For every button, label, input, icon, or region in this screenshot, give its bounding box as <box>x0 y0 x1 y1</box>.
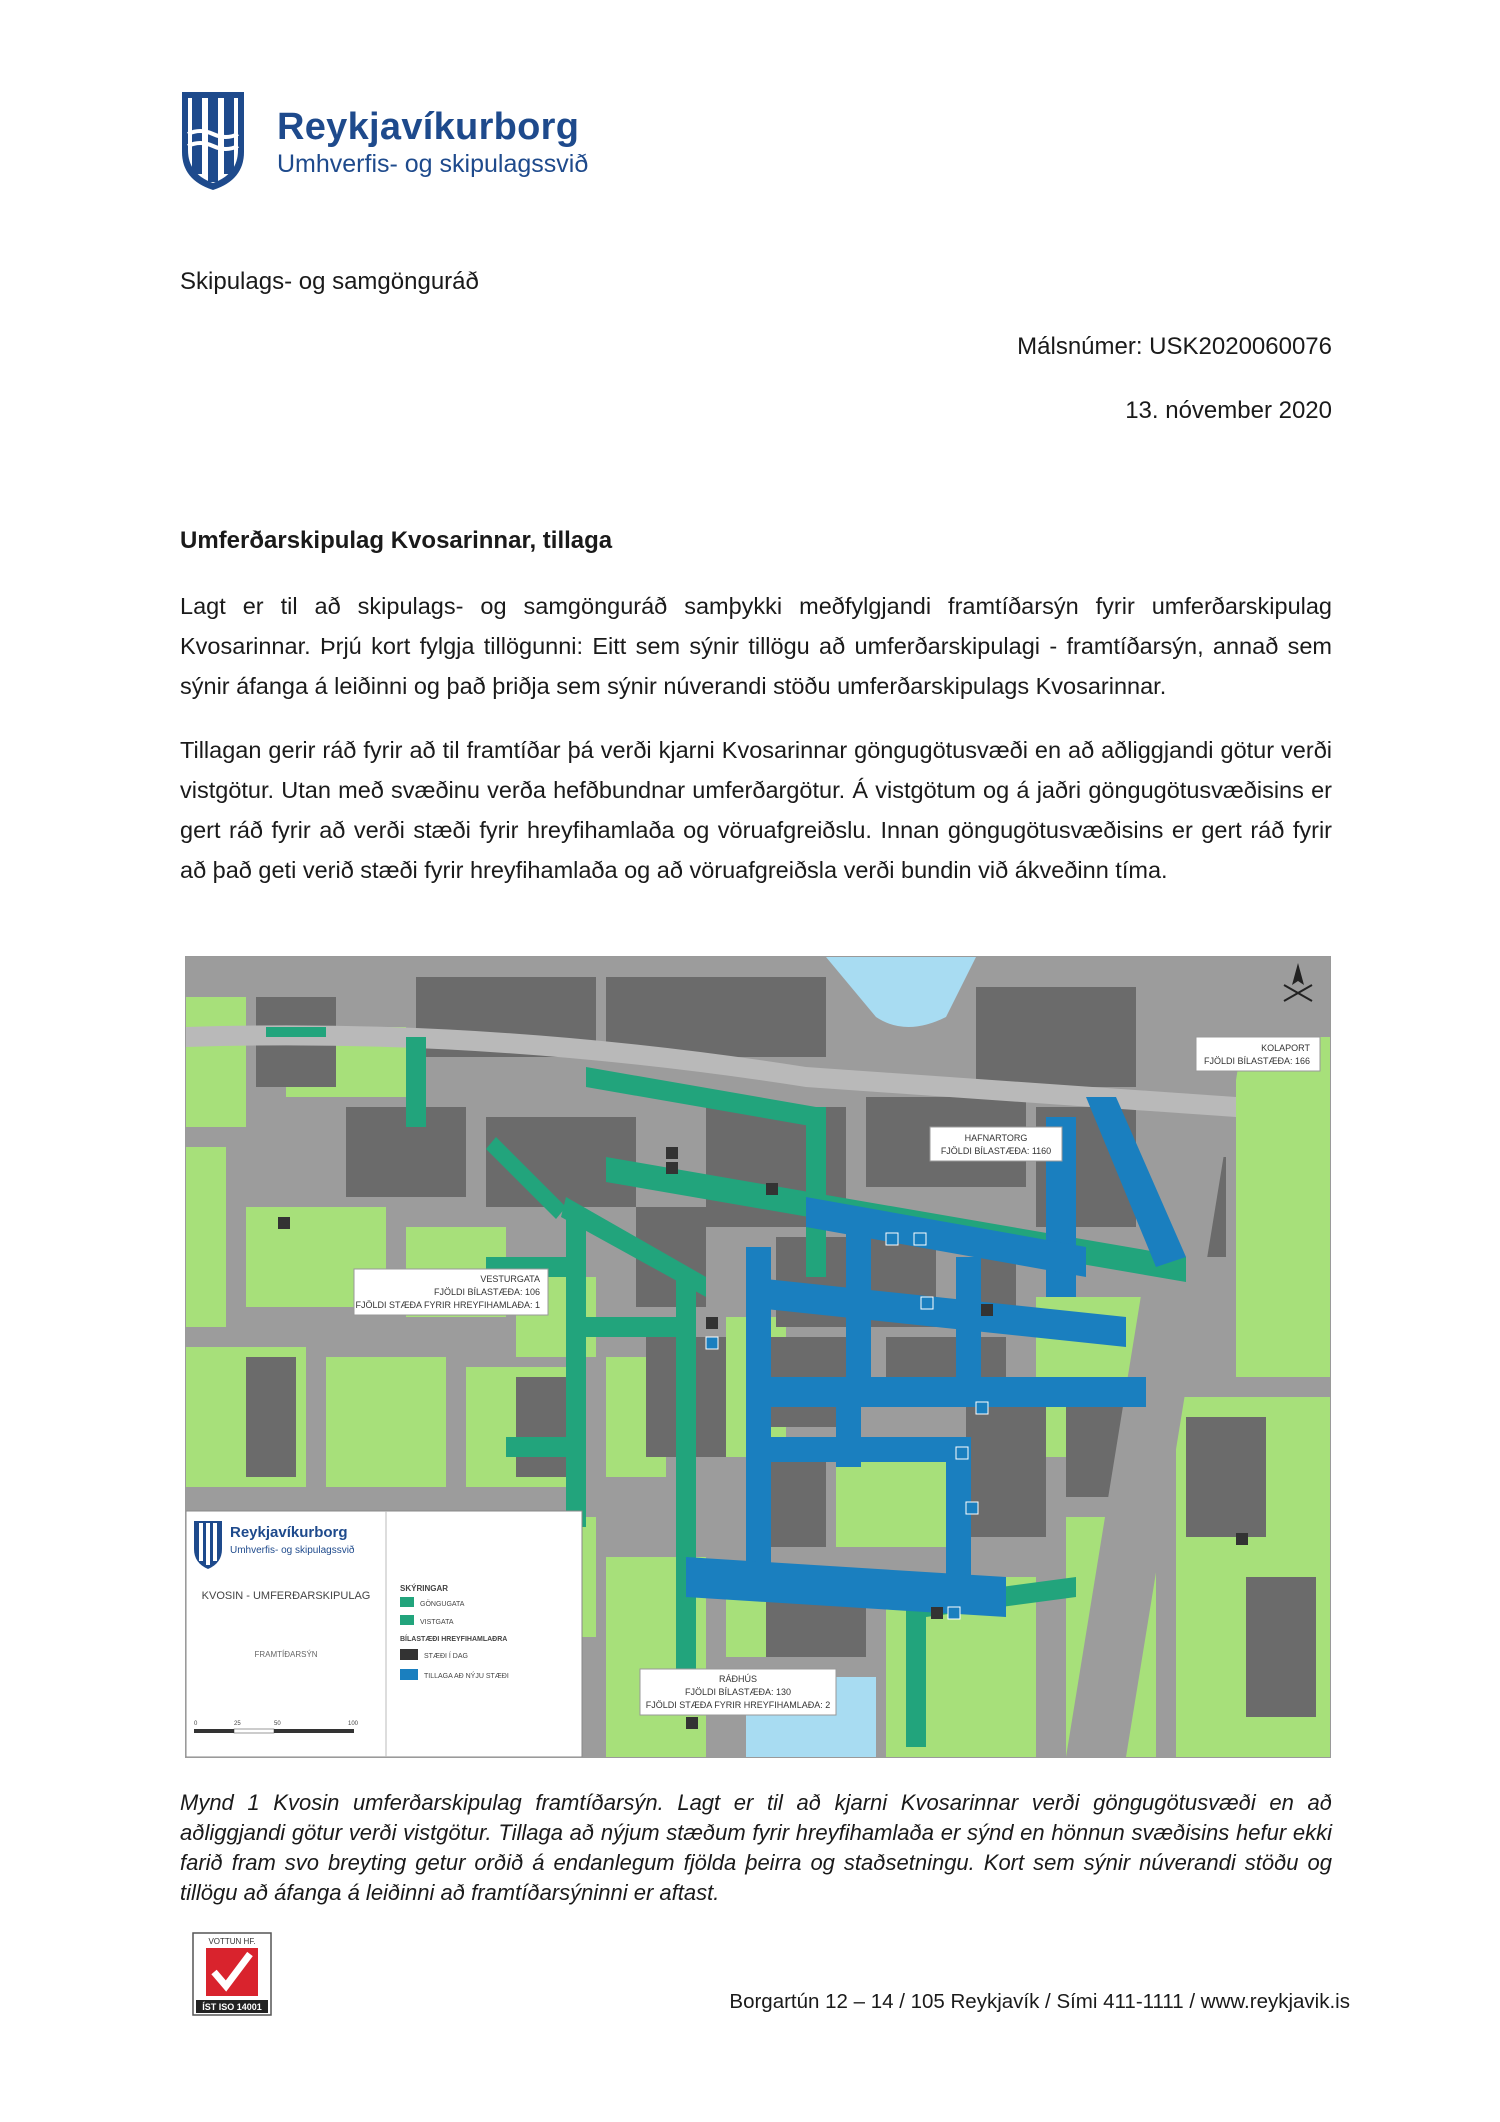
radhus-count: FJÖLDI BÍLASTÆÐA: 130 <box>684 1687 792 1697</box>
recipient: Skipulags- og samgönguráð <box>180 268 479 295</box>
radhus-name: RÁÐHÚS <box>718 1674 758 1684</box>
legend-swatch-pedestrian <box>400 1597 414 1607</box>
legend-item-living-street: VISTGATA <box>420 1619 454 1626</box>
legend-item-pedestrian: GÖNGUGATA <box>420 1601 465 1608</box>
legend-item-existing: STÆÐI Í DAG <box>424 1653 468 1660</box>
legend-swatch-proposed <box>400 1669 418 1680</box>
legend-section-parking: BÍLASTÆÐI HREYFIHAMLAÐRA <box>400 1636 508 1643</box>
vesturgata-count: FJÖLDI BÍLASTÆÐA: 106 <box>433 1287 540 1297</box>
iso-cert-bottom: ÍST ISO 14001 <box>202 2002 262 2012</box>
iso-cert-top: VOTTUN HF. <box>208 1937 256 1946</box>
legend-swatch-existing <box>400 1649 418 1660</box>
iso-certification-logo <box>192 1932 272 2016</box>
label-kolaport <box>1196 1037 1320 1071</box>
footer-address: Borgartún 12 – 14 / 105 Reykjavík / Sími 411-1111 / www.reykjavik.is <box>729 1990 1350 2013</box>
brand-subtitle: Umhverfis- og skipulagssvið <box>277 150 589 178</box>
scale-50: 50 <box>274 1721 281 1727</box>
label-hafnartorg <box>930 1127 1062 1161</box>
letter-title: Umferðarskipulag Kvosarinnar, tillaga <box>180 527 613 554</box>
label-radhus <box>640 1669 836 1715</box>
legend-map-title: KVOSIN - UMFERÐARSKIPULAG <box>201 1590 371 1602</box>
legend-item-proposed: TILLAGA AÐ NÝJU STÆÐI <box>424 1673 509 1680</box>
label-vesturgata <box>354 1269 548 1315</box>
case-number: Málsnúmer: USK2020060076 <box>1017 333 1332 360</box>
vesturgata-name: VESTURGATA <box>480 1274 540 1284</box>
legend-brand-subtitle: Umhverfis- og skipulagssvið <box>230 1545 355 1556</box>
city-crest-logo <box>180 90 246 192</box>
legend-section-title: SKÝRINGAR <box>400 1584 449 1593</box>
kolaport-count: FJÖLDI BÍLASTÆÐA: 166 <box>1203 1056 1310 1066</box>
letter-date: 13. nóvember 2020 <box>1125 397 1332 424</box>
hafnartorg-name: HAFNARTORG <box>964 1133 1028 1143</box>
scale-0: 0 <box>194 1721 198 1727</box>
map-legend <box>186 1511 582 1757</box>
vesturgata-disabled: FJÖLDI STÆÐA FYRIR HREYFIHAMLAÐA: 1 <box>355 1300 540 1310</box>
scale-100: 100 <box>348 1721 359 1727</box>
legend-map-subtitle: FRAMTÍÐARSÝN <box>254 1650 318 1659</box>
paragraph-1: Lagt er til að skipulags- og samgönguráð samþykki meðfylgjandi framtíðarsýn fyrir umferðarskipulag Kvosarinnar. Þrjú kort fylgja tillögunni: Eitt sem sýnir tillögu að umferðarskipulagi - framtíðarsýn, annað sem sýnir áfanga á leiðinni og það þriðja sem sýnir núverandi stöðu umferðarskipulags Kvosarinnar. <box>180 593 1332 699</box>
brand-name: Reykjavíkurborg <box>277 106 580 148</box>
kolaport-name: KOLAPORT <box>1261 1043 1310 1053</box>
radhus-disabled: FJÖLDI STÆÐA FYRIR HREYFIHAMLAÐA: 2 <box>645 1700 831 1710</box>
map-figure <box>185 956 1331 1758</box>
scale-25: 25 <box>234 1721 241 1727</box>
paragraph-2: Tillagan gerir ráð fyrir að til framtíðar þá verði kjarni Kvosarinnar göngugötusvæði en að aðliggjandi götur verði vistgötur. Utan með svæðinu verða hefðbundnar umferðargötur. Á vistgötum og á jaðri göngugötusvæðisins er gert ráð fyrir að verði stæði fyrir hreyfihamlaða og vöruafgreiðslu. Innan göngugötusvæðisins er gert ráð fyrir að það geti verið stæði fyrir hreyfihamlaða og að vöruafgreiðsla verði bundin við ákveðinn tíma. <box>180 737 1332 883</box>
figure-caption: Mynd 1 Kvosin umferðarskipulag framtíðarsýn. Lagt er til að kjarni Kvosarinnar verði göngugötusvæði en að aðliggjandi götur verði vistgötur. Tillaga að nýjum stæðum fyrir hreyfihamlaða er sýnd en hönnun svæðisins hefur ekki farið fram svo breyting getur orðið á endanlegum fjölda þeirra og staðsetningu. Kort sem sýnir núverandi stöðu og tillögu að áfanga á leiðinni að framtíðarsýninni er aftast. <box>180 1790 1332 1905</box>
legend-brand-name: Reykjavíkurborg <box>230 1524 348 1541</box>
legend-swatch-living-street <box>400 1615 414 1625</box>
legend-crest-logo <box>194 1521 222 1569</box>
hafnartorg-count: FJÖLDI BÍLASTÆÐA: 1160 <box>940 1146 1052 1156</box>
